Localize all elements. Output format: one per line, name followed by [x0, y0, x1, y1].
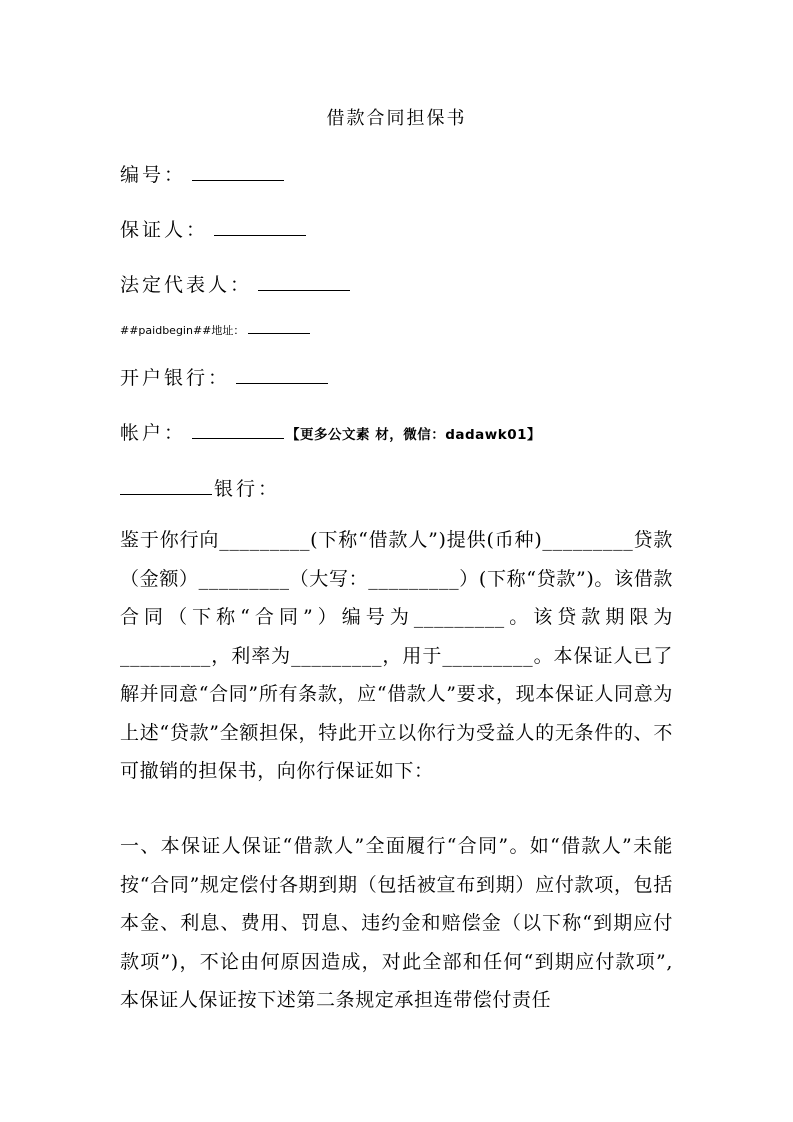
address-field [120, 322, 310, 338]
guarantor-label: 保证人： [120, 219, 209, 241]
legal-rep-blank [258, 276, 350, 291]
bank-label: 开户银行： [120, 367, 231, 389]
legal-rep-field [120, 270, 350, 297]
guarantor-blank [214, 221, 306, 236]
account-label: 帐户： [120, 422, 187, 444]
legal-rep-label: 法定代表人： [120, 274, 253, 296]
number-blank [192, 166, 284, 181]
address-label: ##paidbegin##地址： [120, 324, 245, 337]
paragraph-2: 一、本保证人保证“借款人”全面履行“合同”。如“借款人”未能按“合同”规定偿付各期到期（包括被宣布到期）应付款项，包括本金、利息、费用、罚息、违约金和赔偿金（以下称“到期应付款项”)，不论由何原因造成，对此全部和任何“到期应付款项”,本保证人保证按下述第二条规定承担连带偿付责任 [120, 835, 673, 1011]
guarantor-field [120, 215, 306, 242]
account-blank [192, 424, 284, 439]
number-field [120, 160, 284, 187]
number-label: 编号： [120, 164, 187, 186]
bank-suffix-label: 银行： [214, 478, 281, 500]
bank-suffix-field [120, 474, 280, 501]
account-field [120, 418, 541, 445]
document-title: 借款合同担保书 [326, 108, 467, 129]
bank-blank [236, 369, 328, 384]
account-note: 【更多公文素 材，微信：dadawk01】 [286, 427, 541, 443]
bank-field [120, 363, 328, 390]
bank-suffix-blank [120, 480, 212, 495]
paragraph-1: 鉴于你行向_________(下称“借款人”)提供(币种)_________贷款（金额）_________（大写：_________）(下称“贷款”)。该借款合同（下称“合同”）编号为_________。该贷款期限为_________，利率为_________，用于_________。本保证人已了解并同意“合同”所有条款，应“借款人”要求，现本保证人同意为上述“贷款”全额担保，特此开立以你行为受益人的无条件的、不可撤销的担保书，向你行保证如下： [120, 529, 673, 782]
address-blank [248, 324, 310, 334]
